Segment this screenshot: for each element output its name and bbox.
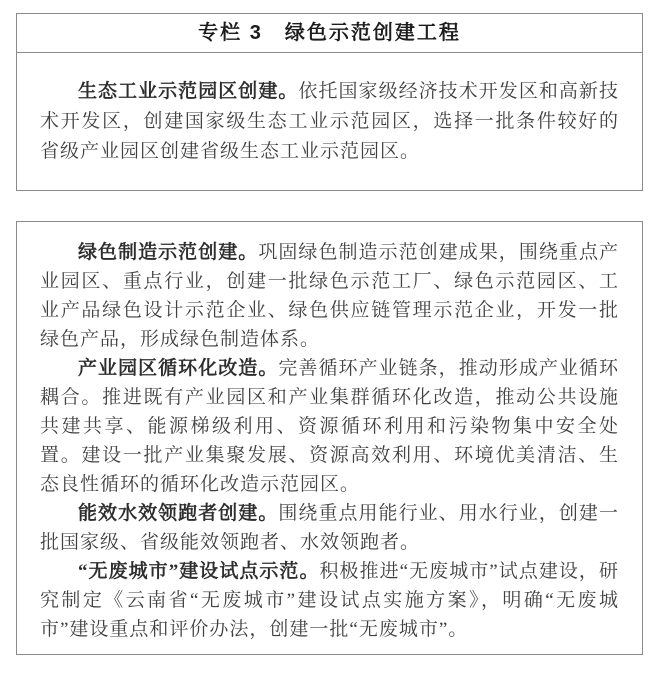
paragraph-zero-waste-city — [40, 557, 619, 644]
paragraph-text: 巩固绿色制造示范创建成果，围绕重点产业园区、重点行业，创建一批绿色示范工厂、绿色示范园区、工业产品绿色设计示范企业、绿色供应链管理示范企业，开发一批绿色产品，形成绿色制造体系。 — [40, 242, 619, 350]
column-box-title: 专栏 3 绿色示范创建工程 — [198, 22, 461, 44]
paragraph-lead: 绿色制造示范创建。 — [78, 242, 259, 263]
column-box-header — [17, 14, 642, 53]
paragraph-eco-industrial-park — [40, 77, 619, 167]
paragraph-lead: “无废城市”建设试点示范。 — [78, 561, 320, 582]
column-box-body — [17, 53, 642, 190]
document-page — [0, 13, 652, 673]
paragraph-lead: 产业园区循环化改造。 — [78, 358, 279, 379]
paragraph-lead: 能效水效领跑者创建。 — [78, 503, 279, 524]
paragraph-text: 围绕重点用能行业、用水行业，创建一批国家级、省级能效领跑者、水效领跑者。 — [40, 503, 619, 553]
paragraph-text: 依托国家级经济技术开发区和高新技术开发区，创建国家级生态工业示范园区，选择一批条件较好的省级产业园区创建省级生态工业示范园区。 — [40, 81, 619, 162]
paragraph-efficiency-leaders — [40, 499, 619, 557]
paragraph-green-manufacturing — [40, 238, 619, 354]
paragraph-text: 积极推进“无废城市”试点建设，研究制定《云南省“无废城市”建设试点实施方案》，明确“无废城市”建设重点和评价办法，创建一批“无废城市”。 — [40, 561, 619, 640]
column-box-continued — [16, 221, 643, 655]
paragraph-circular-retrofit — [40, 354, 619, 499]
paragraph-text: 完善循环产业链条，推动形成产业循环耦合。推进既有产业园区和产业集群循环化改造，推动公共设施共建共享、能源梯级利用、资源循环利用和污染物集中安全处置。建设一批产业集聚发展、资源高效利用、环境优美清洁、生态良性循环的循环化改造示范园区。 — [40, 358, 619, 495]
paragraph-lead: 生态工业示范园区创建。 — [78, 81, 299, 102]
column-box-continued-body — [17, 222, 642, 654]
column-box-green-demo-project — [16, 13, 643, 191]
